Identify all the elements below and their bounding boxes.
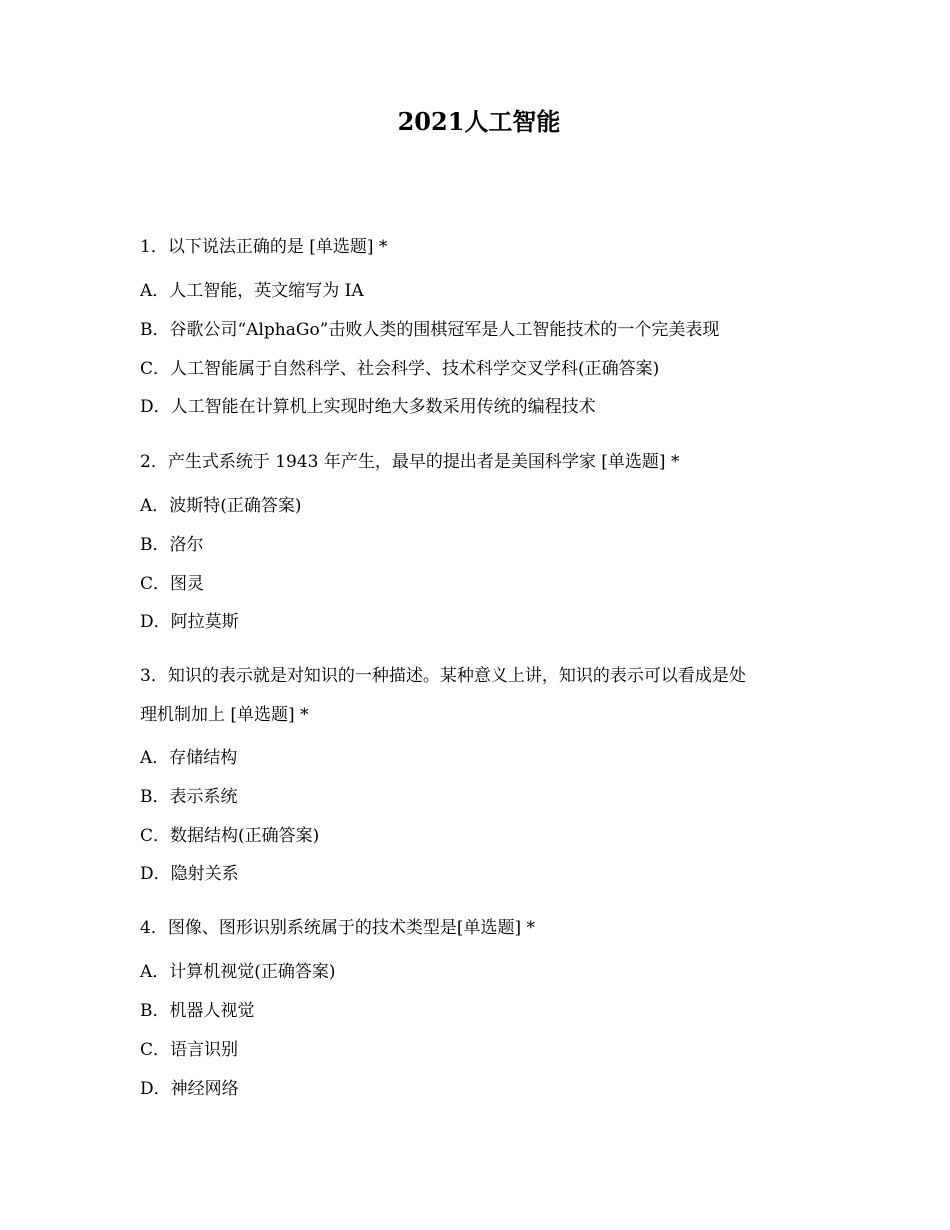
question-3-option-a: A．存储结构 bbox=[140, 748, 238, 768]
question-1-option-d: D．人工智能在计算机上实现时绝大多数采用传统的编程技术 bbox=[140, 397, 596, 417]
question-2-option-b: B．洛尔 bbox=[140, 535, 204, 555]
question-2-stem: 2．产生式系统于 1943 年产生，最早的提出者是美国科学家 [单选题] * bbox=[140, 452, 680, 472]
question-1-option-b: B．谷歌公司“AlphaGo”击败人类的围棋冠军是人工智能技术的一个完美表现 bbox=[140, 320, 720, 340]
question-1-option-c: C．人工智能属于自然科学、社会科学、技术科学交叉学科(正确答案) bbox=[140, 359, 660, 379]
question-2-option-d: D．阿拉莫斯 bbox=[140, 612, 239, 632]
document-title: 2021人工智能 bbox=[397, 107, 561, 136]
question-4-option-b: B．机器人视觉 bbox=[140, 1001, 255, 1021]
question-1-option-a: A．人工智能，英文缩写为 IA bbox=[140, 281, 364, 301]
question-3-option-d: D．隐射关系 bbox=[140, 864, 239, 884]
question-4-option-d: D．神经网络 bbox=[140, 1079, 239, 1099]
question-2-option-c: C．图灵 bbox=[140, 574, 205, 594]
question-3-option-c: C．数据结构(正确答案) bbox=[140, 826, 320, 846]
question-2-option-a: A．波斯特(正确答案) bbox=[140, 496, 302, 516]
question-1-stem: 1．以下说法正确的是 [单选题] * bbox=[140, 237, 388, 257]
question-4-option-a: A．计算机视觉(正确答案) bbox=[140, 962, 336, 982]
question-3-stem-line-1: 3．知识的表示就是对知识的一种描述。某种意义上讲，知识的表示可以看成是处 bbox=[140, 666, 746, 686]
question-3-option-b: B．表示系统 bbox=[140, 787, 238, 807]
question-4-option-c: C．语言识别 bbox=[140, 1040, 239, 1060]
question-4-stem: 4．图像、图形识别系统属于的技术类型是[单选题] * bbox=[140, 918, 535, 938]
question-3-stem-line-2: 理机制加上 [单选题] * bbox=[140, 705, 309, 725]
